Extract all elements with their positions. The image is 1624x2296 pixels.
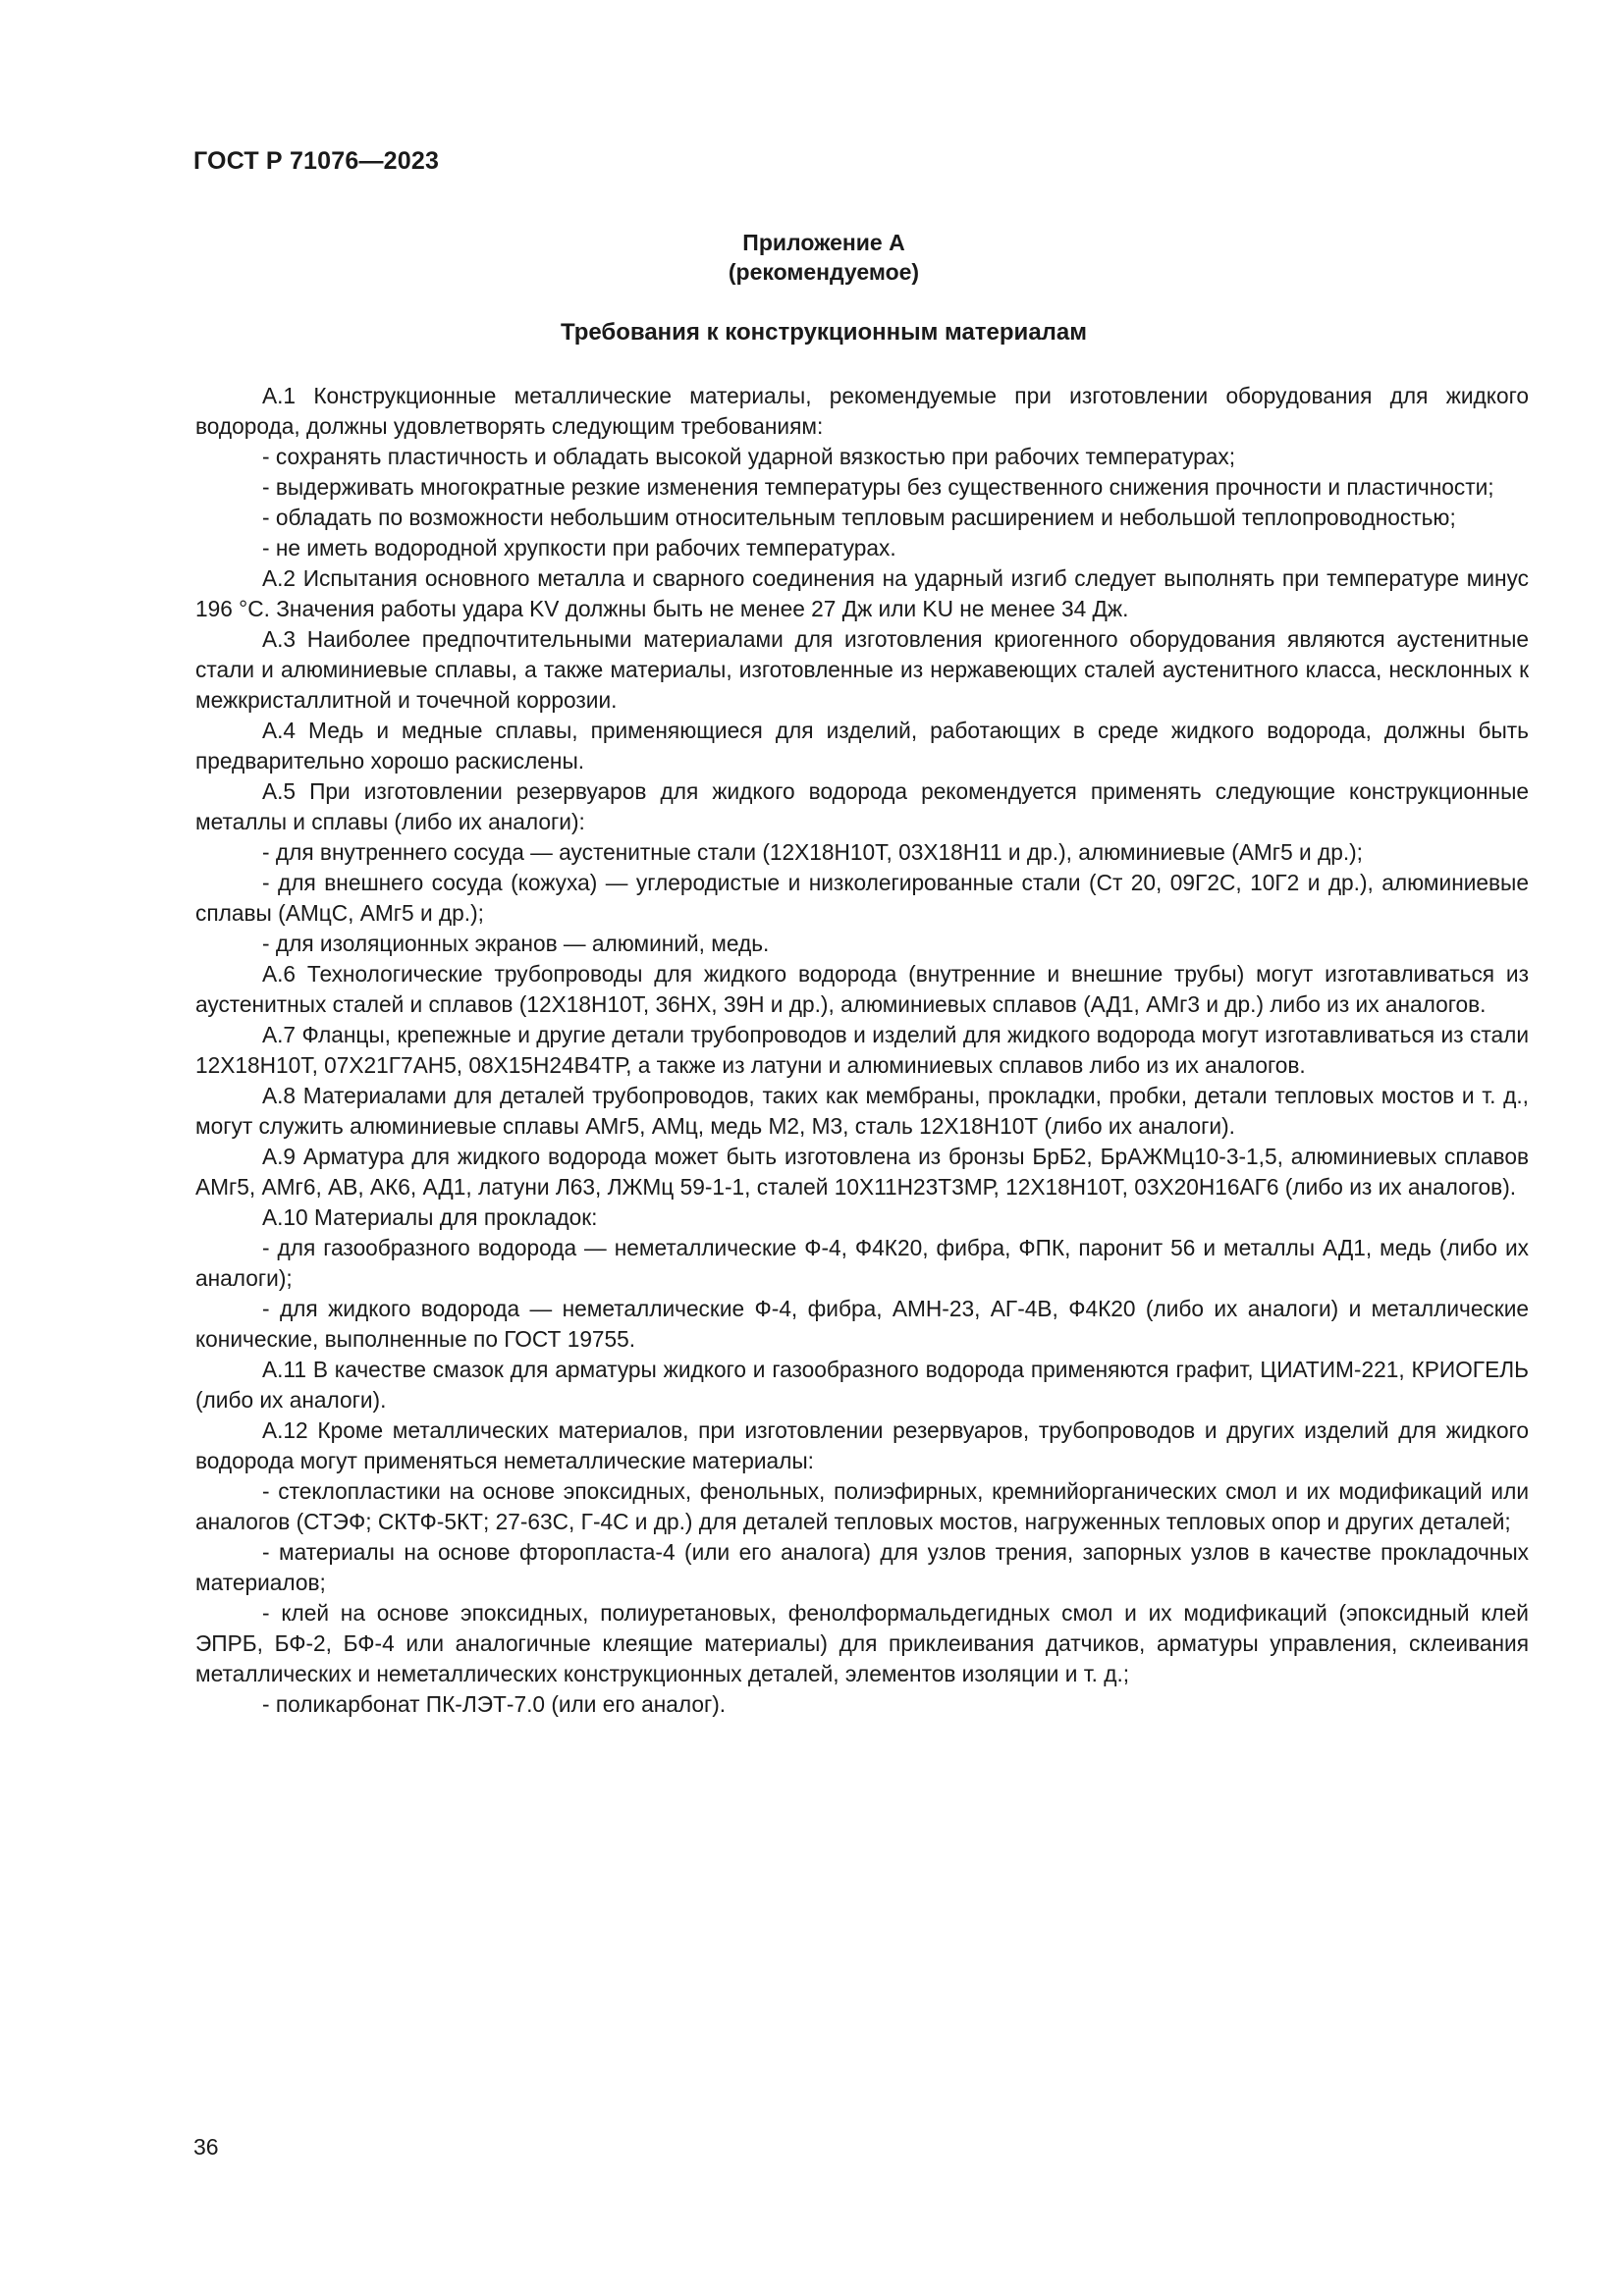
paragraph: А.2 Испытания основного металла и сварного соединения на ударный изгиб следует выполнять при температуре минус 196 °С. Значения работы удара KV должны быть не менее 27 Дж или KU не менее 34 Дж. <box>195 565 1529 621</box>
list-item: - поликарбонат ПК-ЛЭТ-7.0 (или его аналог). <box>262 1691 727 1717</box>
list-item: - для внутреннего сосуда — аустенитные стали (12Х18Н10Т, 03Х18Н11 и др.), алюминиевые (АМг5 и др.); <box>262 839 1363 865</box>
paragraph: А.3 Наиболее предпочтительными материалами для изготовления криогенного оборудования являются аустенитные стали и алюминиевые сплавы, а также материалы, изготовленные из нержавеющих сталей аустенитного класса, несклонных к межкристаллитной и точечной коррозии. <box>195 626 1529 713</box>
paragraph: А.6 Технологические трубопроводы для жидкого водорода (внутренние и внешние трубы) могут изготавливаться из аустенитных сталей и сплавов (12Х18Н10Т, 36НХ, 39Н и др.), алюминиевых сплавов (АД1, АМг3 и др.) либо из их аналогов. <box>195 961 1529 1017</box>
appendix-title: Приложение А <box>742 230 905 255</box>
paragraph: А.5 При изготовлении резервуаров для жидкого водорода рекомендуется применять следующие конструкционные металлы и сплавы (либо их аналоги): <box>195 778 1529 834</box>
document-header-id: ГОСТ Р 71076—2023 <box>193 147 440 175</box>
list-item: - для изоляционных экранов — алюминий, медь. <box>262 931 770 956</box>
paragraph: А.7 Фланцы, крепежные и другие детали трубопроводов и изделий для жидкого водорода могут изготавливаться из стали 12Х18Н10Т, 07Х21Г7АН5, 08Х15Н24В4ТР, а также из латуни и алюминиевых сплавов либо из их аналогов. <box>195 1022 1529 1078</box>
page-number: 36 <box>193 2134 219 2160</box>
body-text <box>195 381 1529 1720</box>
list-item: - для внешнего сосуда (кожуха) — углеродистые и низколегированные стали (Ст 20, 09Г2С, 10Г2 и др.), алюминиевые сплавы (АМцС, АМг5 и др.); <box>195 870 1529 926</box>
list-item: - выдерживать многократные резкие изменения температуры без существенного снижения прочности и пластичности; <box>262 474 1494 500</box>
paragraph: А.9 Арматура для жидкого водорода может быть изготовлена из бронзы БрБ2, БрАЖМц10-3-1,5, алюминиевых сплавов АМг5, АМг6, АВ, АК6, АД1, латуни Л63, ЛЖМц 59-1-1, сталей 10Х11Н23Т3МР, 12Х18Н10Т, 03Х20Н16АГ6 (либо из их аналогов). <box>195 1144 1529 1200</box>
list-item: - сохранять пластичность и обладать высокой ударной вязкостью при рабочих температурах; <box>262 444 1236 469</box>
section-title: Требования к конструкционным материалам <box>560 319 1088 346</box>
paragraph: А.8 Материалами для деталей трубопроводов, таких как мембраны, прокладки, пробки, детали тепловых мостов и т. д., могут служить алюминиевые сплавы АМг5, АМц, медь М2, М3, сталь 12Х18Н10Т (либо их аналоги). <box>195 1083 1529 1139</box>
paragraph: А.4 Медь и медные сплавы, применяющиеся для изделий, работающих в среде жидкого водорода, должны быть предварительно хорошо раскислены. <box>195 718 1529 774</box>
list-item: - обладать по возможности небольшим относительным тепловым расширением и небольшой теплопроводностью; <box>262 505 1456 530</box>
paragraph: А.12 Кроме металлических материалов, при изготовлении резервуаров, трубопроводов и других изделий для жидкого водорода могут применяться неметаллические материалы: <box>195 1417 1529 1473</box>
paragraph: А.11 В качестве смазок для арматуры жидкого и газообразного водорода применяются графит, ЦИАТИМ-221, КРИОГЕЛЬ (либо их аналоги). <box>195 1357 1529 1413</box>
list-item: - не иметь водородной хрупкости при рабочих температурах. <box>262 535 896 561</box>
list-item: - клей на основе эпоксидных, полиуретановых, фенолформальдегидных смол и их модификаций (эпоксидный клей ЭПРБ, БФ-2, БФ-4 или аналогичные клеящие материалы) для приклеивания датчиков, арматуры управления, склеивания металлических и неметаллических конструкционных деталей, элементов изоляции и т. д.; <box>195 1600 1529 1686</box>
list-item: - материалы на основе фторопласта-4 (или его аналога) для узлов трения, запорных узлов в качестве прокладочных материалов; <box>195 1539 1529 1595</box>
list-item: - стеклопластики на основе эпоксидных, фенольных, полиэфирных, кремнийорганических смол и их модификаций или аналогов (СТЭФ; СКТФ-5КТ; 27-63С, Г-4С и др.) для деталей тепловых мостов, нагруженных тепловых опор и других деталей; <box>195 1478 1529 1534</box>
appendix-kind: (рекомендуемое) <box>728 259 920 285</box>
paragraph: А.1 Конструкционные металлические материалы, рекомендуемые при изготовлении оборудования для жидкого водорода, должны удовлетворять следующим требованиям: <box>195 383 1529 439</box>
list-item: - для жидкого водорода — неметаллические Ф-4, фибра, АМН-23, АГ-4В, Ф4К20 (либо их аналоги) и металлические конические, выполненные по ГОСТ 19755. <box>195 1296 1529 1352</box>
paragraph: А.10 Материалы для прокладок: <box>262 1204 598 1230</box>
list-item: - для газообразного водорода — неметаллические Ф-4, Ф4К20, фибра, ФПК, паронит 56 и металлы АД1, медь (либо их аналоги); <box>195 1235 1529 1291</box>
